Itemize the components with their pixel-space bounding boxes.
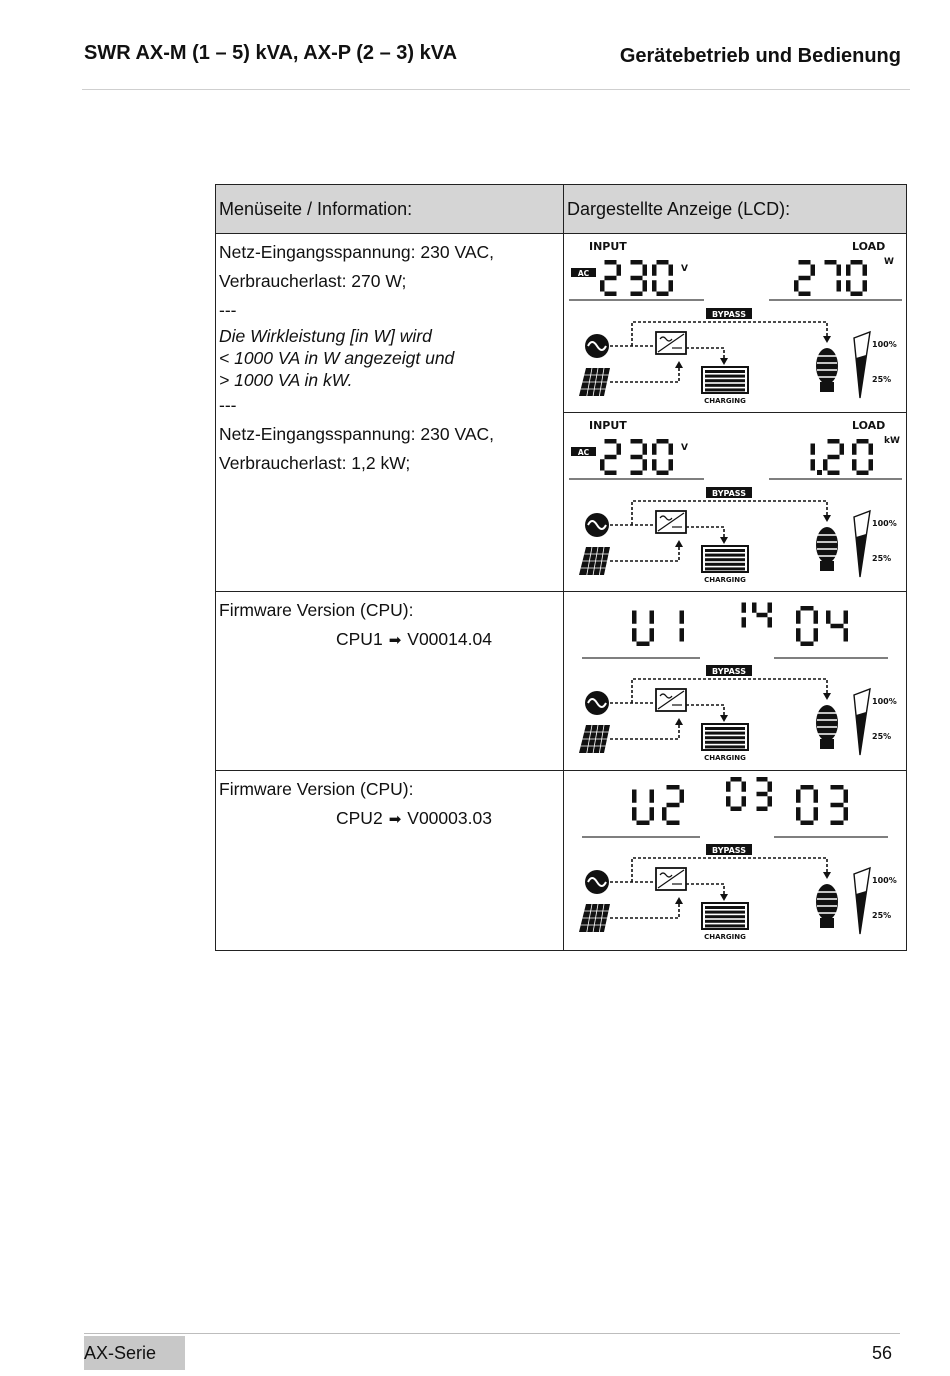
load-label: LOAD [852, 240, 886, 253]
row-firmware-cpu2 [216, 771, 564, 951]
load-label: LOAD [852, 419, 886, 432]
load-level-icon [854, 689, 870, 755]
lcd-digit [600, 439, 621, 475]
inverter-icon [656, 332, 686, 354]
charge-line [686, 884, 724, 896]
load-25-label: 25% [872, 554, 892, 563]
text-line: Netz-Eingangsspannung: 230 VAC, [219, 424, 494, 444]
header-section-title: Gerätebetrieb und Bedienung [619, 45, 901, 67]
header-rule [82, 89, 910, 90]
charging-label: CHARGING [704, 576, 746, 584]
solar-line [610, 545, 679, 561]
col-header-lcd: Dargestellte Anzeige (LCD): [564, 185, 907, 234]
bypass-label: BYPASS [712, 489, 746, 498]
lcd-digit [726, 777, 746, 811]
battery-icon [702, 367, 748, 393]
separator-text: --- [219, 300, 237, 320]
cpu-label: CPU2 [336, 808, 383, 828]
lcd-info-table [215, 184, 907, 951]
lcd-svg [564, 592, 906, 769]
row-firmware-cpu1 [216, 592, 564, 771]
arrow-right-icon: ➡ [388, 811, 402, 828]
lcd-digit [600, 260, 621, 296]
lcd-digit [742, 603, 747, 628]
ac-sine-icon [585, 334, 609, 358]
lcd-digit [752, 603, 772, 628]
inverter-icon [656, 868, 686, 890]
footer-rule [84, 1333, 900, 1334]
charging-label: CHARGING [704, 933, 746, 941]
lcd-number [796, 785, 848, 825]
inverter-icon [656, 511, 686, 533]
lcd-digit [794, 260, 815, 296]
lcd-number [726, 777, 772, 811]
battery-icon [702, 724, 748, 750]
load-100-label: 100% [872, 876, 897, 885]
lcd-screen-kw [564, 413, 906, 591]
text-line: Verbraucherlast: 1,2 kW; [219, 453, 411, 473]
lcd-decimal-point [817, 470, 822, 475]
charge-line [686, 705, 724, 717]
text-line: Firmware Version (CPU): [219, 779, 414, 799]
lcd-number [796, 606, 848, 646]
arrow-down-icon [823, 515, 831, 522]
arrow-up-icon [675, 897, 683, 904]
load-25-label: 25% [872, 911, 892, 920]
charge-line [686, 348, 724, 360]
bulb-icon [816, 527, 838, 571]
arrow-right-icon: ➡ [388, 632, 402, 649]
lcd-digit [852, 439, 873, 475]
lcd-digit [662, 785, 684, 825]
unit-v-label: V [681, 264, 688, 274]
lcd-screen-cpu2 [564, 771, 906, 948]
arrow-down-icon [720, 715, 728, 722]
arrow-up-icon [675, 540, 683, 547]
lcd-digit [825, 260, 842, 292]
lcd-svg [564, 413, 906, 591]
solar-line [610, 723, 679, 739]
footer-series: AX-Serie [84, 1343, 157, 1363]
ac-sine-icon [585, 513, 609, 537]
charging-label: CHARGING [704, 397, 746, 405]
lcd-digit [846, 260, 867, 296]
text-line: Netz-Eingangsspannung: 230 VAC, [219, 242, 494, 262]
ac-sine-icon [585, 691, 609, 715]
bypass-label: BYPASS [712, 846, 746, 855]
arrow-down-icon [720, 894, 728, 901]
header-title: SWR AX-M (1 – 5) kVA, AX-P (2 – 3) kVA [84, 42, 458, 64]
battery-icon [702, 546, 748, 572]
lcd-number [600, 260, 673, 296]
inverter-icon [656, 689, 686, 711]
battery-icon [702, 903, 748, 929]
load-level-icon [854, 868, 870, 934]
lcd-digit [831, 785, 849, 825]
note-italic: < 1000 VA in W angezeigt und [219, 348, 455, 368]
bulb-icon [816, 348, 838, 392]
bulb-icon [816, 705, 838, 749]
cpu-version: V00014.04 [407, 629, 492, 649]
lcd-screen-w [564, 234, 906, 412]
lcd-digit [811, 444, 816, 471]
solar-panel-icon [579, 368, 610, 396]
load-100-label: 100% [872, 697, 897, 706]
lcd-flow-diagram [579, 844, 897, 941]
lcd-number [811, 439, 874, 475]
lcd-cell-row1 [564, 234, 907, 592]
lcd-flow-diagram [579, 308, 897, 405]
load-level-icon [854, 332, 870, 398]
lcd-flow-diagram [579, 665, 897, 762]
text-line: Firmware Version (CPU): [219, 600, 414, 620]
lcd-digit [632, 790, 654, 826]
lcd-cell-row2 [564, 592, 907, 771]
lcd-number [600, 439, 673, 475]
lcd-digit [680, 611, 685, 642]
lcd-screen-cpu1 [564, 592, 906, 769]
bypass-label: BYPASS [712, 667, 746, 676]
lcd-digit [826, 611, 848, 642]
solar-panel-icon [579, 725, 610, 753]
lcd-digit [652, 260, 673, 296]
ac-label: AC [577, 269, 590, 278]
lcd-number [794, 260, 867, 296]
page-number: 56 [871, 1343, 892, 1363]
bulb-icon [816, 884, 838, 928]
cpu-version-line [219, 804, 559, 834]
input-label: INPUT [589, 240, 627, 253]
lcd-digit [631, 439, 648, 475]
lcd-number [632, 611, 684, 647]
unit-kw-label: kW [884, 436, 900, 446]
cpu-label: CPU1 [336, 629, 383, 649]
arrow-down-icon [720, 537, 728, 544]
lcd-svg [564, 771, 906, 948]
arrow-up-icon [675, 361, 683, 368]
cpu-version-line [219, 625, 559, 655]
charging-label: CHARGING [704, 754, 746, 762]
solar-panel-icon [579, 547, 610, 575]
solar-line [610, 902, 679, 918]
arrow-up-icon [675, 718, 683, 725]
lcd-flow-diagram [579, 487, 897, 584]
ac-label: AC [577, 448, 590, 457]
load-25-label: 25% [872, 375, 892, 384]
arrow-down-icon [823, 336, 831, 343]
separator-text: --- [219, 395, 237, 415]
lcd-cell-row3 [564, 771, 907, 951]
lcd-digit [757, 777, 773, 811]
lcd-digit [632, 611, 654, 647]
lcd-digit [823, 439, 844, 475]
solar-panel-icon [579, 904, 610, 932]
unit-v-label: V [681, 443, 688, 453]
bypass-label: BYPASS [712, 310, 746, 319]
charge-line [686, 527, 724, 539]
load-level-icon [854, 511, 870, 577]
load-25-label: 25% [872, 732, 892, 741]
lcd-digit [631, 260, 648, 296]
lcd-number [742, 603, 773, 628]
lcd-digit [796, 606, 818, 646]
col-header-menu: Menüseite / Information: [216, 185, 564, 234]
arrow-down-icon [720, 358, 728, 365]
row-input-load [216, 234, 564, 592]
arrow-down-icon [823, 872, 831, 879]
note-italic: > 1000 VA in kW. [219, 370, 353, 390]
lcd-digit [652, 439, 673, 475]
unit-w-label: W [884, 257, 894, 267]
input-label: INPUT [589, 419, 627, 432]
load-100-label: 100% [872, 519, 897, 528]
arrow-down-icon [823, 693, 831, 700]
lcd-number [632, 785, 684, 825]
text-line: Verbraucherlast: 270 W; [219, 271, 407, 291]
load-100-label: 100% [872, 340, 897, 349]
cpu-version: V00003.03 [407, 808, 492, 828]
lcd-digit [796, 785, 818, 825]
lcd-svg [564, 234, 906, 412]
solar-line [610, 366, 679, 382]
note-italic: Die Wirkleistung [in W] wird [219, 326, 432, 346]
ac-sine-icon [585, 870, 609, 894]
